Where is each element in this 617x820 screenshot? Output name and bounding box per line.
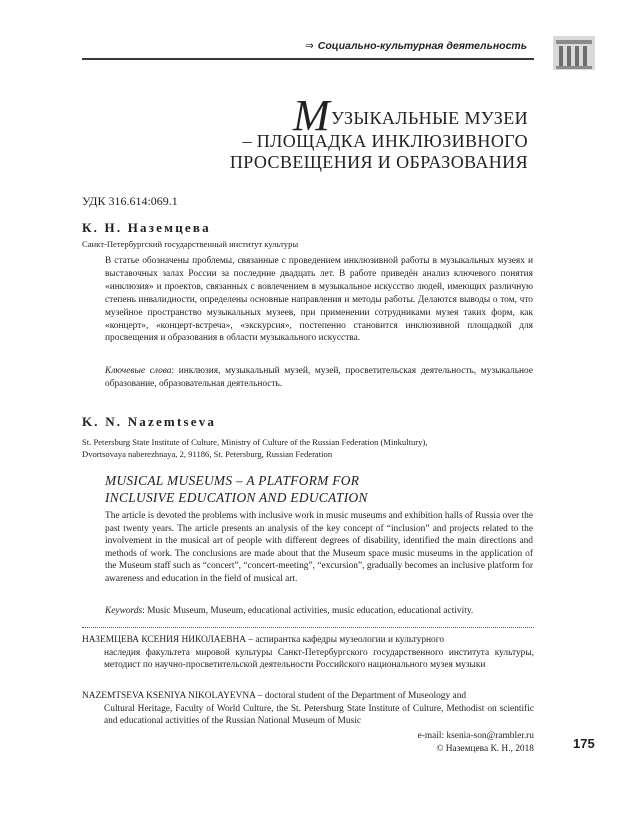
udk-code: УДК 316.614:069.1: [82, 194, 178, 208]
title-line-2: – ПЛОЩАДКА ИНКЛЮЗИВНОГО: [242, 131, 528, 151]
arrow-icon: ⇒: [304, 40, 314, 52]
copyright-notice: © Наземцева К. Н., 2018: [436, 743, 534, 754]
bio-ru-first-line: НАЗЕМЦЕВА КСЕНИЯ НИКОЛАЕВНА – аспирантка кафедры музеологии и культурного: [82, 635, 445, 645]
keywords-text-ru: : инклюзия, музыкальный музей, музей, просветительская деятельность, музыкальное образование, образовательная деятельность.: [105, 366, 533, 389]
columns-logo-icon: [553, 36, 595, 70]
institution-en-line-1: St. Petersburg State Institute of Culture, Ministry of Culture of the Russian Federation (Minkultury),: [82, 437, 428, 447]
keywords-label-ru: Ключевые слова: [105, 366, 172, 376]
section-name: Социально-культурная деятельность: [317, 40, 527, 52]
author-name-ru: К. Н. Наземцева: [82, 220, 211, 235]
keywords-ru: [105, 365, 533, 391]
page-number: 175: [573, 736, 595, 751]
bio-ru-continuation: наследия факультета мировой культуры Санкт-Петербургского государственного института культуры, методист по научно-просветительской деятельности Российского национального музея музыки: [104, 647, 534, 670]
author-name-en: K. N. Nazemtseva: [82, 414, 217, 429]
title-drop-cap: М: [293, 91, 331, 140]
title-en-line-2: INCLUSIVE EDUCATION AND EDUCATION: [105, 490, 368, 505]
article-title: [229, 91, 528, 173]
article-title-en: [105, 472, 368, 506]
keywords-en: [105, 605, 533, 618]
contact-block: [418, 730, 534, 755]
institution-en-line-2: Dvortsovaya naberezhnaya, 2, 91186, St. Petersburg, Russian Federation: [82, 448, 333, 459]
author-bio-ru: [82, 634, 534, 672]
dotted-divider: [82, 627, 534, 628]
abstract-ru: В статье обозначены проблемы, связанные с проведением инклюзивной работы в музыкальных музеях и выставочных залах России за последние двадцать лет. В работе приведён анализ ключевого понятия «инклюзия» и проектов, связанных с вовлечением в музыкальное искусство людей, имеющих различную степень инвалидности, определены основные направления и методы работы. Делаются выводы о том, что музейное пространство музыкальных музеев, при применении сотрудниками музея таких форм, как «концерт», «концерт-встреча», «экскурсия», постепенно становится инклюзивной площадкой для просвещения и образования в области музыкального искусства.: [105, 256, 533, 344]
title-line-1: УЗЫКАЛЬНЫЕ МУЗЕИ: [331, 108, 528, 128]
title-line-3: ПРОСВЕЩЕНИЯ И ОБРАЗОВАНИЯ: [229, 152, 528, 172]
title-en-line-1: MUSICAL MUSEUMS – A PLATFORM FOR: [105, 473, 360, 488]
section-label: [305, 40, 527, 52]
keywords-label-en: Keywords: [105, 606, 143, 616]
institution-ru: Санкт-Петербургский государственный институт культуры: [82, 239, 299, 249]
institution-en: [82, 437, 502, 460]
keywords-text-en: : Music Museum, Museum, educational activities, music education, educational activity.: [142, 606, 474, 616]
author-bio-en: [82, 690, 534, 728]
bio-en-first-line: NAZEMTSEVA KSENIYA NIKOLAYEVNA – doctoral student of the Department of Museology and: [82, 691, 467, 701]
abstract-en: The article is devoted the problems with inclusive work in music museums and exhibition halls of Russia over the past twenty years. The article presents an analysis of the key concept of “inclusion” and projects related to the involvement in the musical art of people with different degrees of disability, identified the main directions and methods of work. The conclusions are made about that the Museum space music museums in the application of the Museum staff such as “concert”, “concert-meeting”, “excursion”, gradually becomes an inclusive platform for awareness and education in the field of musical art.: [105, 511, 533, 584]
header-rule: [82, 58, 534, 60]
author-email[interactable]: e-mail: ksenia-son@rambler.ru: [417, 731, 534, 741]
bio-en-continuation: Cultural Heritage, Faculty of World Culture, the St. Petersburg State Institute of Culture, Methodist on scientific and educational activities of the Russian National Museum of Music: [104, 703, 534, 726]
